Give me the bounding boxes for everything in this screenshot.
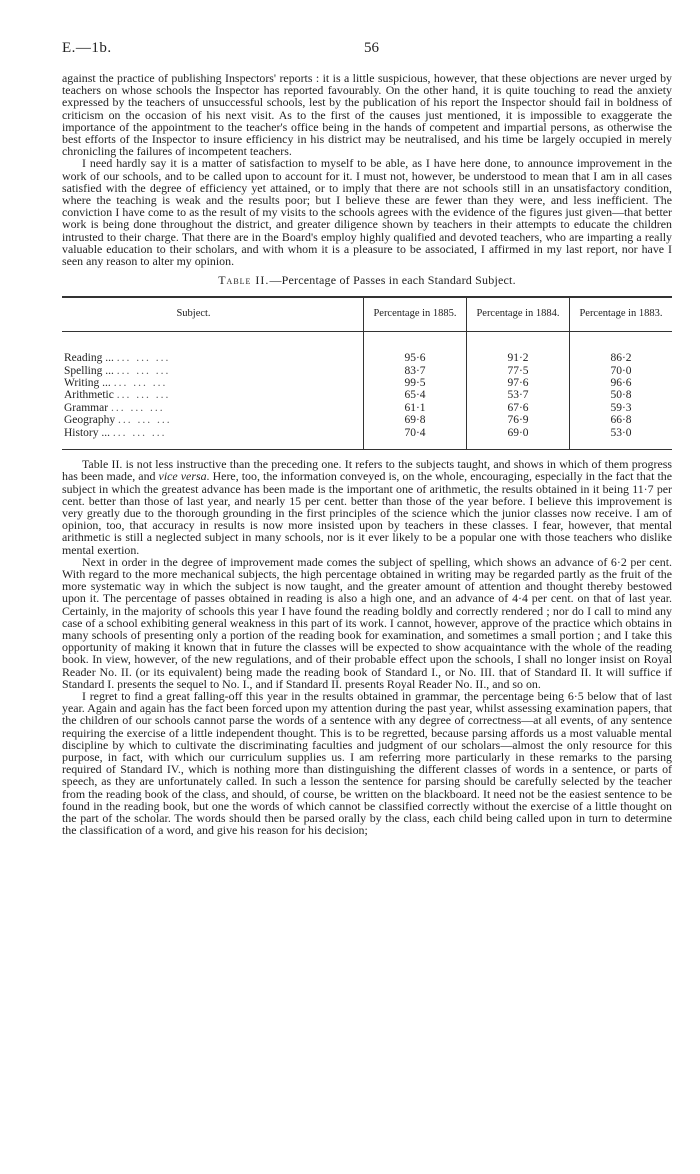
pct-1883-cell: 86·2 <box>570 352 673 364</box>
pct-1884-cell: 53·7 <box>467 389 570 401</box>
pct-1883-cell: 59·3 <box>570 402 673 414</box>
pct-1883-cell: 96·6 <box>570 377 673 389</box>
table-spacer-row <box>62 332 672 353</box>
leader-dots: ... ... ... <box>113 377 168 390</box>
leader-dots: ... ... ... <box>110 401 165 414</box>
pct-1885-cell: 70·4 <box>364 427 467 450</box>
subject-cell <box>62 365 364 377</box>
subject-cell <box>62 352 364 364</box>
subject-name: Reading ... <box>64 352 114 365</box>
text-run: . Here, too, the information conveyed is, on the whole, encouraging, especially in the fact that the subject in which the greatest advance has been made is the important one of arithmetic, the results obtained in it being 11·7 per cent. better than those of last year, and nearly 15 per cent. better than those of the year before. I believe this improvement is very greatly due to the thorough grounding in the first principles of the science which the junior classes now receive. I am of opinion, too, that accuracy in results is now more insisted upon by teachers in these classes. I fear, however, that mental arithmetic is still a neglected subject in many schools, nor is it ever likely to be a popular one with those teachers who dislike mental exertion. <box>62 469 672 557</box>
subject-cell <box>62 427 364 450</box>
pct-1885-cell: 83·7 <box>364 365 467 377</box>
subject-cell <box>62 377 364 389</box>
table-row <box>62 414 672 426</box>
subject-name: Arithmetic <box>64 389 114 402</box>
pct-1883-cell: 66·8 <box>570 414 673 426</box>
subject-name: Grammar <box>64 401 109 414</box>
pct-1884-cell: 77·5 <box>467 365 570 377</box>
pct-1885-cell: 69·8 <box>364 414 467 426</box>
page-header <box>62 0 675 56</box>
pct-1884-cell: 97·6 <box>467 377 570 389</box>
page-number: 56 <box>364 40 379 56</box>
table-row <box>62 377 672 389</box>
pct-1885-cell: 99·5 <box>364 377 467 389</box>
paragraph-improvement: I need hardly say it is a matter of satisfaction to myself to be able, as I have here done, to announce improvement in the work of our schools, and to be called upon to account for it. I must not, however, be understood to mean that I am in all cases satisfied with the degree of efficiency yet attained, or to imply that there are not schools still in an unsatisfactory condition, where the teaching is weak and the results poor; but I believe these are fewer than they were, and less inefficient. The conviction I have come to as the result of my visits to the schools agrees with the evidence of the figures just given—that better work is being done throughout the district, and greater diligence shown by teachers in their attempts to educate the children intrusted to their charge. That there are in the Board's employ highly qualified and devoted teachers, who are imparting a really valuable education to their scholars, and with whom it is a pleasure to be associated, I affirmed in my last report, nor have I seen any reason to alter my opinion. <box>62 156 672 269</box>
header-1885: Percentage in 1885. <box>364 297 467 332</box>
subject-name: Spelling ... <box>64 364 114 377</box>
pct-1884-cell: 76·9 <box>467 414 570 426</box>
leader-dots: ... ... ... <box>112 426 167 439</box>
spacer-cell <box>570 332 673 353</box>
pct-1885-cell: 65·4 <box>364 389 467 401</box>
paragraph-spelling: Next in order in the degree of improvement made comes the subject of spelling, which shows an advance of 6·2 per cent. With regard to the more mechanical subjects, the high percentage obtained in writing may be regarded partly as the fruit of the more systematic way in which the subject is now taught, and the greater amount of attention and thought thereby bestowed upon it. The percentage of passes obtained in reading is also a high one, and an advance of 4·4 per cent. on that of last year. Certainly, in the majority of schools this year I have found the reading boldly and correctly rendered ; nor do I call to mind any case of a school exhibiting general weakness in this part of its work. I cannot, however, approve of the practice which obtains in many schools of presenting only a portion of the reading book for examination, and sometimes a small portion ; and I take this opportunity of making it known that in future the classes will be expected to show acquaintance with the whole of the reading book. In view, however, of the new regulations, and of their probable effect upon the schools, I shall no longer insist on Royal Reader No. II. (or its equivalent) being made the reading book of Standard I., or No. III. that of Standard II. It will suffice if Standard I. presents the sequel to No. I., and if Standard II. presents Royal Reader No. II., and so on. <box>62 554 672 691</box>
header-1884: Percentage in 1884. <box>467 297 570 332</box>
table-row <box>62 402 672 414</box>
subject-cell <box>62 402 364 414</box>
table-caption <box>62 273 672 288</box>
body-text <box>62 72 672 836</box>
paragraph-inspectors-reports: against the practice of publishing Inspectors' reports : it is a little suspicious, however, that these objections are never urged by teachers on whose schools the Inspector has reported favourably. On the other hand, it is quite touching to read the anxiety expressed by the teachers of unsuccessful schools, lest by the publication of his report the Inspector should fail in boldness of criticism on the occasion of his next visit. As to the first of the causes just mentioned, it is impossible to exaggerate the importance of the appointment to the teacher's office being in the hands of competent and impartial persons, as otherwise the best efforts of the Inspector to insure efficiency in his district may be neutralised, and his time be largely occupied in merely chronicling the failures of incompetent teachers. <box>62 71 672 159</box>
table-row <box>62 389 672 401</box>
subject-cell <box>62 389 364 401</box>
pct-1885-cell: 61·1 <box>364 402 467 414</box>
leader-dots: ... ... ... <box>117 414 172 427</box>
paragraph-table-two <box>62 458 672 556</box>
header-1883: Percentage in 1883. <box>570 297 673 332</box>
subject-name: History ... <box>64 426 110 439</box>
paragraph-grammar: I regret to find a great falling-off this year in the results obtained in grammar, the percentage being 6·5 below that of last year. Again and again has the fact been forced upon my attention during the past year, whilst assessing examination papers, that the children of our schools cannot parse the words of a sentence with any degree of correctness—at all events, of any sentence requiring the exercise of a little independent thought. This is to be regretted, because parsing affords us a most valuable mental discipline by which to cultivate the discriminating faculties and judgment of our scholars—almost the only resource for this purpose, in fact, with which our curriculum supplies us. I am referring more particularly in these remarks to the parsing required of Standard IV., which is nothing more than distinguishing the different classes of words in a sentence, or parts of speech, as they are unfortunately called. In such a lesson the sentence for parsing should be carefully selected by the teacher from the reading book of the class, and should, of course, be written on the blackboard. It need not be the easiest sentence to be found in the reading book, but one the words of which cannot be classified correctly without the exercise of a little thought on the part of the scholar. The words should then be parsed orally by the class, each child being called upon in turn to determine the classification of a word, and give his reason for his decision; <box>62 688 672 838</box>
spacer-cell <box>62 332 364 353</box>
pct-1884-cell: 69·0 <box>467 427 570 450</box>
pct-1883-cell: 50·8 <box>570 389 673 401</box>
italic-phrase: vice versa <box>158 469 207 484</box>
table-row <box>62 352 672 364</box>
pct-1885-cell: 95·6 <box>364 352 467 364</box>
spacer-cell <box>467 332 570 353</box>
pct-1883-cell: 53·0 <box>570 427 673 450</box>
subject-name: Geography <box>64 414 116 427</box>
pct-1884-cell: 91·2 <box>467 352 570 364</box>
table-row <box>62 365 672 377</box>
header-subject: Subject. <box>62 297 364 332</box>
pct-1883-cell: 70·0 <box>570 365 673 377</box>
leader-dots: ... ... ... <box>116 364 171 377</box>
text-run: Table II. is not less instructive than the preceding one. It refers to the subjects taught, and shows in which of them progress has been made, and <box>62 457 672 484</box>
passes-table <box>62 296 672 450</box>
document-code: E.—1b. <box>62 40 112 56</box>
table-caption-label: Table II. <box>218 273 270 288</box>
subject-cell <box>62 414 364 426</box>
table-row <box>62 427 672 450</box>
leader-dots: ... ... ... <box>116 389 171 402</box>
pct-1884-cell: 67·6 <box>467 402 570 414</box>
subject-name: Writing ... <box>64 377 111 390</box>
leader-dots: ... ... ... <box>116 352 171 365</box>
table-caption-text: —Percentage of Passes in each Standard Subject. <box>269 273 516 288</box>
table-header-row <box>62 297 672 332</box>
spacer-cell <box>364 332 467 353</box>
